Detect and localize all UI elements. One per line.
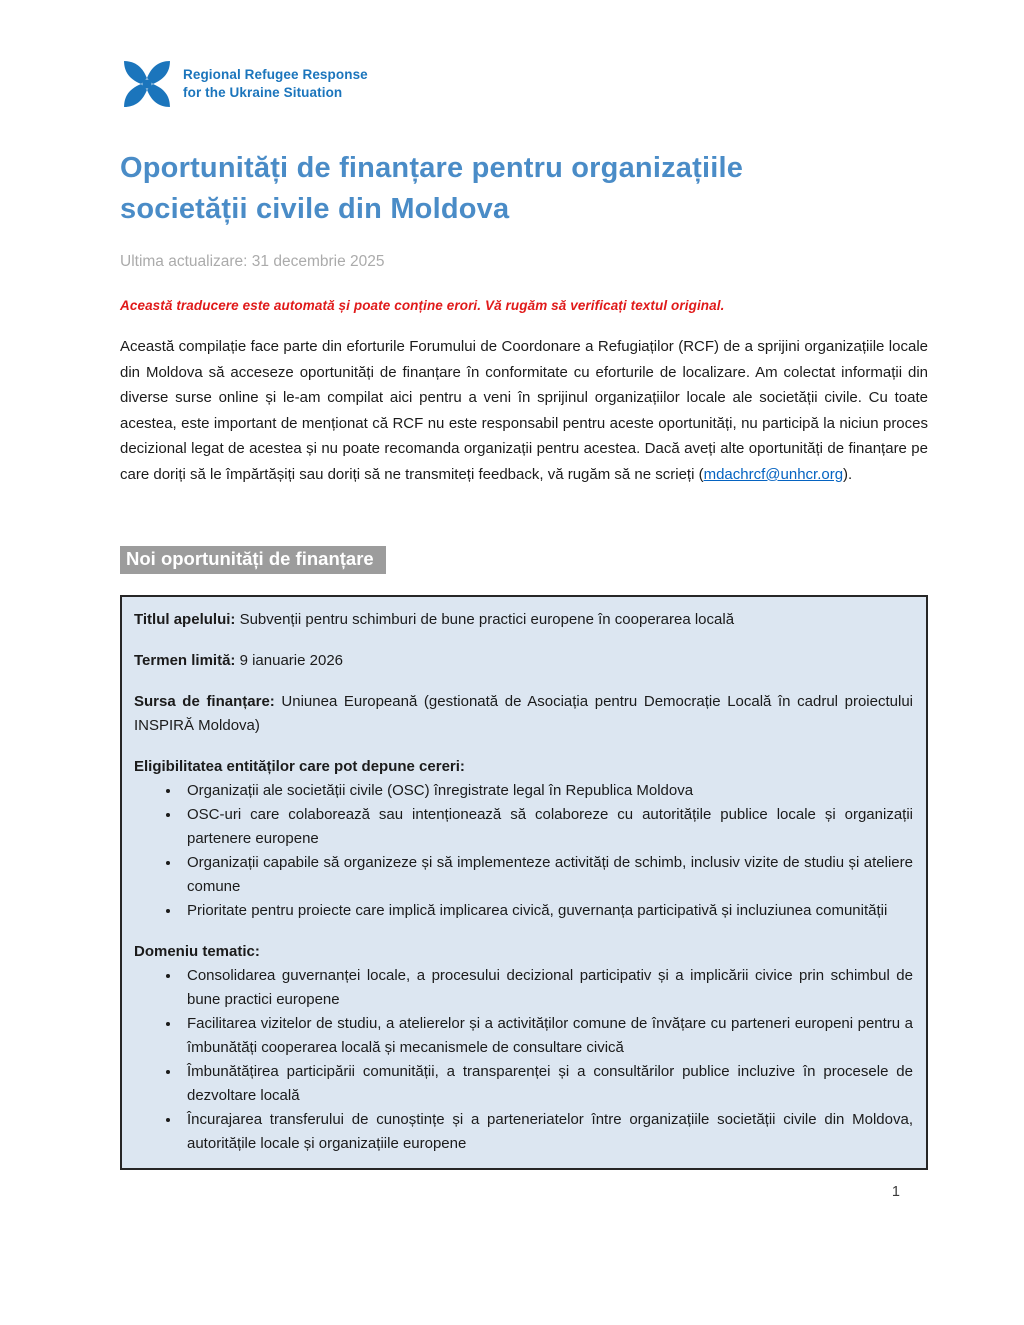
- funding-source-label: Sursa de finanțare:: [134, 693, 275, 711]
- list-item: • Încurajarea transferului de cunoștințe și a parteneriatelor între organizațiile societății civile din Moldova, autoritățile locale și organizațiile europene: [181, 1108, 913, 1156]
- page-title-line2: societății civile din Moldova: [120, 193, 510, 226]
- deadline-label: Termen limită:: [134, 652, 236, 670]
- page-number: 1: [891, 1184, 900, 1201]
- call-details-box: [120, 595, 928, 1170]
- logo-text-line2: for the Ukraine Situation: [183, 85, 343, 100]
- call-title-label: Titlul apelului:: [134, 611, 236, 629]
- deadline-value: 9 ianuarie 2026: [239, 652, 344, 670]
- intro-text-end: ).: [843, 465, 853, 483]
- call-title-value: Subvenții pentru schimburi de bune practici europene în cooperarea locală: [239, 611, 735, 629]
- eligibility-heading: Eligibilitatea entităților care pot depune cereri:: [134, 758, 465, 776]
- section-header-new-opportunities: Noi oportunități de finanțare: [120, 546, 386, 574]
- thematic-list: [134, 964, 913, 1156]
- page-title-line1: Oportunități de finanțare pentru organizațiile: [120, 152, 744, 184]
- rrp-logo: [120, 56, 928, 112]
- page-title: [120, 148, 928, 230]
- eligibility-list: [134, 779, 913, 923]
- list-item: • Organizații ale societății civile (OSC) înregistrate legal în Republica Moldova: [181, 779, 913, 803]
- intro-paragraph: [120, 334, 928, 487]
- last-updated-text: Ultima actualizare: 31 decembrie 2025: [120, 253, 385, 271]
- rrp-logo-icon: [120, 57, 174, 111]
- funding-source-row: [134, 690, 913, 738]
- email-link[interactable]: mdachrcf@unhcr.org: [703, 465, 844, 483]
- thematic-heading: Domeniu tematic:: [134, 943, 260, 961]
- translation-disclaimer: Această traducere este automată și poate conține erori. Vă rugăm să verificați textul original.: [120, 298, 725, 314]
- list-item: • Organizații capabile să organizeze și să implementeze activități de schimb, inclusiv vizite de studiu și ateliere comune: [181, 851, 913, 899]
- funding-source-value: Uniunea Europeană (gestionată de Asociația pentru Democrație Locală în cadrul proiectului INSPIRĂ Moldova): [134, 693, 913, 735]
- list-item: • Îmbunătățirea participării comunității, a transparenței și a consultărilor publice incluzive în procesele de dezvoltare locală: [181, 1060, 913, 1108]
- deadline-row: [134, 649, 913, 673]
- logo-text-line1: Regional Refugee Response: [183, 67, 368, 83]
- list-item: • Facilitarea vizitelor de studiu, a atelierelor și a activităților comune de învățare cu parteneri europeni pentru a îmbunătăți cooperarea locală și mecanismele de consultare civică: [181, 1012, 913, 1060]
- call-title-row: [134, 608, 913, 632]
- list-item: • OSC-uri care colaborează sau intenționează să colaboreze cu autoritățile publice locale și organizații partenere europene: [181, 803, 913, 851]
- logo-text: [183, 66, 368, 102]
- list-item: • Prioritate pentru proiecte care implică implicarea civică, guvernanța participativă și incluziunea comunității: [181, 899, 913, 923]
- list-item: • Consolidarea guvernanței locale, a procesului decizional participativ și a implicării civice prin schimbul de bune practici europene: [181, 964, 913, 1012]
- intro-text: Această compilație face parte din eforturile Forumului de Coordonare a Refugiaților (RCF) de a sprijini organizațiile locale din Moldova să acceseze oportunități de finanțare în conformitate cu eforturile de localizare. Am colectat informații din diverse surse online și le-am compilat aici pentru a veni în sprijinul organizațiilor locale ale societății civile. Cu toate acestea, este important de menționat că RCF nu este responsabil pentru aceste oportunități, nu participă la niciun proces decizional legat de acestea și nu poate recomanda organizații pentru acestea. Dacă aveți alte oportunități de finanțare pe care doriți să le împărtășiți sau doriți să ne transmiteți feedback, vă rugăm să ne scrieți (: [120, 338, 928, 483]
